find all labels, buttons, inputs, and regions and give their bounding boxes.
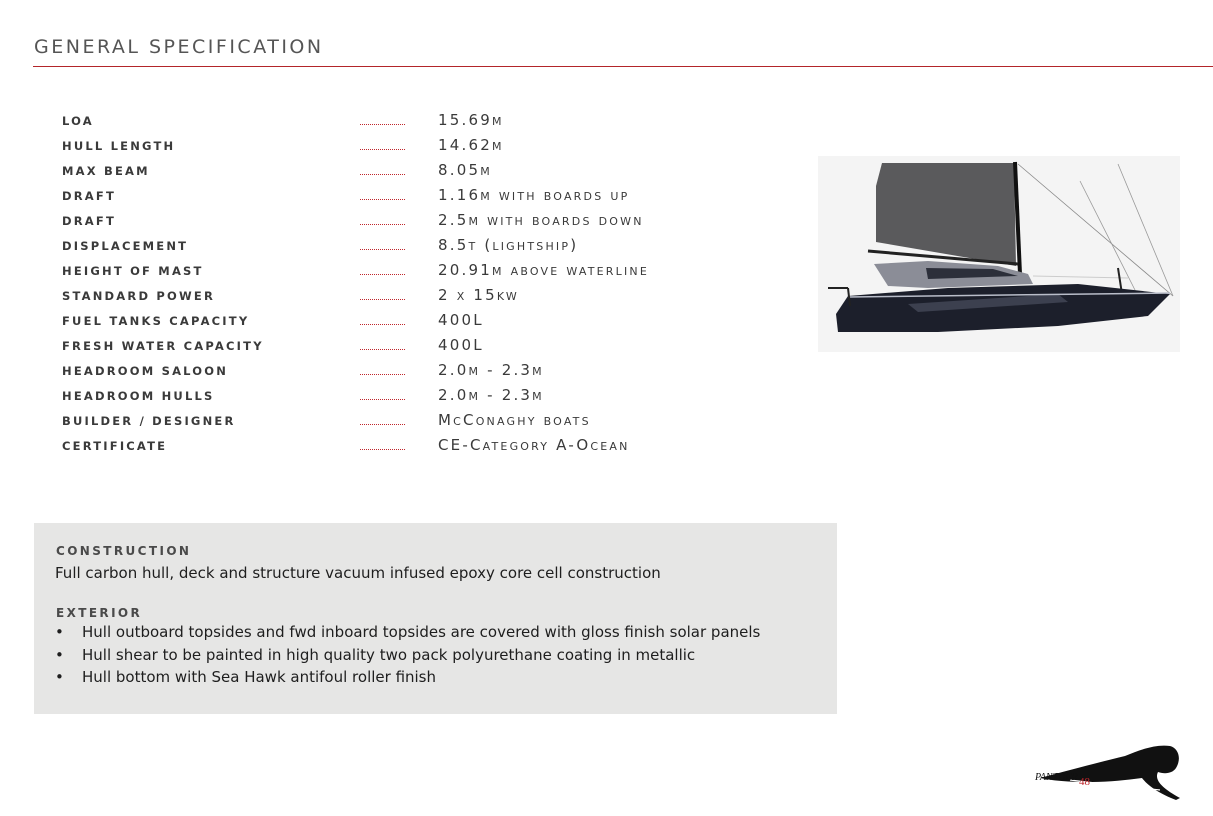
spec-label: CERTIFICATE [62, 439, 168, 453]
spec-label: FUEL TANKS CAPACITY [62, 314, 250, 328]
spec-value: 2.0m - 2.3m [438, 386, 544, 404]
spec-value: 400L [438, 336, 484, 354]
spec-label: DISPLACEMENT [62, 239, 189, 253]
spec-label: HEADROOM HULLS [62, 389, 215, 403]
spec-divider [360, 149, 405, 150]
spec-value: 20.91m above waterline [438, 261, 649, 279]
spec-label: HULL LENGTH [62, 139, 176, 153]
logo-number: 48 [1079, 776, 1090, 788]
spec-label: MAX BEAM [62, 164, 150, 178]
construction-heading: CONSTRUCTION [56, 544, 192, 558]
list-item-text: Hull shear to be painted in high quality two pack polyurethane coating in metallic [82, 645, 696, 664]
spec-value: 2.5m with boards down [438, 211, 644, 229]
construction-text: Full carbon hull, deck and structure vacuum infused epoxy core cell construction [55, 564, 661, 582]
spec-value: McConaghy boats [438, 411, 591, 429]
spec-divider [360, 374, 405, 375]
bullet-icon: • [55, 668, 64, 686]
spec-label: STANDARD POWER [62, 289, 216, 303]
spec-divider [360, 124, 405, 125]
bullet-icon: • [55, 623, 64, 641]
spec-value: 1.16m with boards up [438, 186, 630, 204]
spec-divider [360, 299, 405, 300]
spec-divider [360, 399, 405, 400]
spec-divider [360, 449, 405, 450]
spec-divider [360, 249, 405, 250]
spec-divider [360, 274, 405, 275]
bullet-icon: • [55, 645, 64, 664]
exterior-heading: EXTERIOR [56, 606, 143, 620]
spec-value: 8.5t (lightship) [438, 236, 579, 254]
spec-divider [360, 224, 405, 225]
spec-value: 15.69m [438, 111, 504, 129]
spec-value: 2 x 15kw [438, 286, 519, 304]
spec-label: HEIGHT OF MAST [62, 264, 204, 278]
list-item-text: Hull bottom with Sea Hawk antifoul roller finish [82, 668, 437, 686]
spec-value: 14.62m [438, 136, 504, 154]
list-item-text: Hull outboard topsides and fwd inboard topsides are covered with gloss finish solar panels [82, 623, 761, 641]
spec-label: DRAFT [62, 214, 117, 228]
spec-label: BUILDER / DESIGNER [62, 414, 236, 428]
spec-label: LOA [62, 114, 94, 128]
spec-value: 2.0m - 2.3m [438, 361, 544, 379]
spec-value: 8.05m [438, 161, 492, 179]
page-title: GENERAL SPECIFICATION [34, 36, 324, 58]
spec-value: CE-Category A-Ocean [438, 436, 630, 454]
catamaran-image [818, 156, 1180, 352]
panther-logo [1030, 740, 1185, 804]
spec-divider [360, 424, 405, 425]
spec-value: 400L [438, 311, 484, 329]
logo-name: PANTHER [1035, 772, 1078, 783]
spec-label: DRAFT [62, 189, 117, 203]
spec-divider [360, 349, 405, 350]
spec-divider [360, 199, 405, 200]
spec-label: HEADROOM SALOON [62, 364, 229, 378]
construction-exterior-panel [34, 523, 837, 714]
title-divider [33, 66, 1213, 67]
spec-divider [360, 174, 405, 175]
spec-label: FRESH WATER CAPACITY [62, 339, 264, 353]
spec-divider [360, 324, 405, 325]
